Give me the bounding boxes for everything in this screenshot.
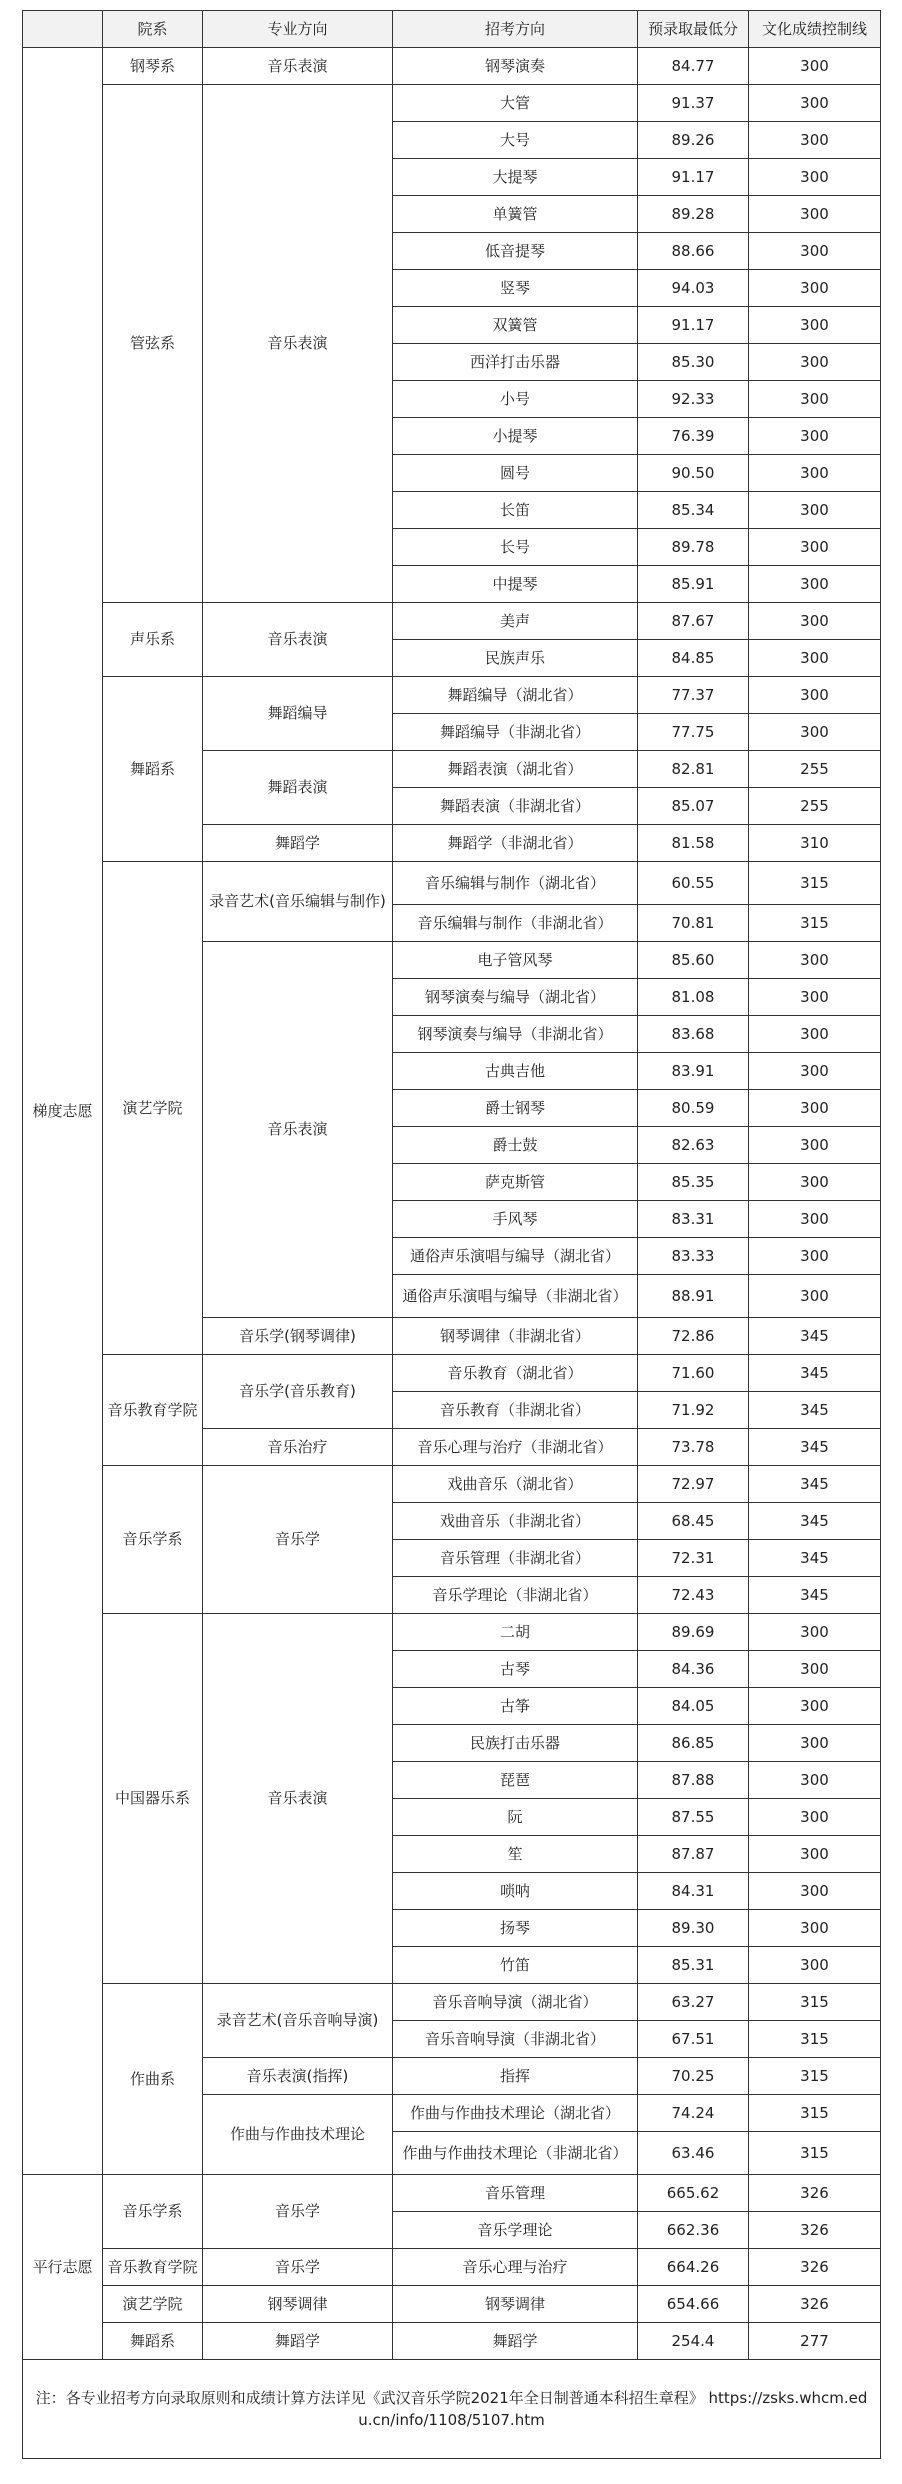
direction-cell: 大号 <box>393 122 638 159</box>
culture-line-cell: 300 <box>749 196 881 233</box>
major-cell: 舞蹈学 <box>203 825 393 862</box>
table-row <box>23 1984 881 2021</box>
culture-line-cell: 315 <box>749 2058 881 2095</box>
direction-cell: 戏曲音乐（非湖北省） <box>393 1503 638 1540</box>
score-cell: 73.78 <box>638 1429 749 1466</box>
major-cell: 音乐学 <box>203 2175 393 2249</box>
major-cell: 录音艺术(音乐编辑与制作) <box>203 862 393 942</box>
dept-cell: 舞蹈系 <box>103 677 203 862</box>
culture-line-cell: 300 <box>749 1836 881 1873</box>
culture-line-cell: 300 <box>749 677 881 714</box>
culture-line-cell: 345 <box>749 1503 881 1540</box>
direction-cell: 小号 <box>393 381 638 418</box>
culture-line-cell: 315 <box>749 1984 881 2021</box>
direction-cell: 古典吉他 <box>393 1053 638 1090</box>
culture-line-cell: 300 <box>749 1275 881 1318</box>
major-cell: 音乐学(钢琴调律) <box>203 1318 393 1355</box>
table-row <box>23 2286 881 2323</box>
score-cell: 82.81 <box>638 751 749 788</box>
score-cell: 83.68 <box>638 1016 749 1053</box>
score-cell: 85.60 <box>638 942 749 979</box>
direction-cell: 指挥 <box>393 2058 638 2095</box>
culture-line-cell: 315 <box>749 862 881 905</box>
culture-line-cell: 300 <box>749 1799 881 1836</box>
direction-cell: 琵琶 <box>393 1762 638 1799</box>
direction-cell: 音乐音响导演（非湖北省） <box>393 2021 638 2058</box>
dept-cell: 音乐学系 <box>103 2175 203 2249</box>
culture-line-cell: 255 <box>749 788 881 825</box>
table-row <box>23 2323 881 2360</box>
score-cell: 662.36 <box>638 2212 749 2249</box>
score-cell: 89.69 <box>638 1614 749 1651</box>
culture-line-cell: 300 <box>749 159 881 196</box>
culture-line-cell: 345 <box>749 1540 881 1577</box>
direction-cell: 音乐心理与治疗 <box>393 2249 638 2286</box>
culture-line-cell: 300 <box>749 455 881 492</box>
culture-line-cell: 300 <box>749 1762 881 1799</box>
major-cell: 音乐表演 <box>203 603 393 677</box>
score-cell: 87.87 <box>638 1836 749 1873</box>
direction-cell: 音乐学理论（非湖北省） <box>393 1577 638 1614</box>
major-cell: 舞蹈表演 <box>203 751 393 825</box>
major-cell: 舞蹈学 <box>203 2323 393 2360</box>
score-cell: 664.26 <box>638 2249 749 2286</box>
table-row <box>23 1614 881 1651</box>
direction-cell: 舞蹈编导（非湖北省） <box>393 714 638 751</box>
major-cell: 舞蹈编导 <box>203 677 393 751</box>
score-cell: 84.36 <box>638 1651 749 1688</box>
admission-score-table <box>22 10 881 2459</box>
score-cell: 85.31 <box>638 1947 749 1984</box>
track-cell: 平行志愿 <box>23 2175 103 2360</box>
direction-cell: 舞蹈编导（湖北省） <box>393 677 638 714</box>
direction-cell: 低音提琴 <box>393 233 638 270</box>
direction-cell: 音乐管理（非湖北省） <box>393 1540 638 1577</box>
header-dept: 院系 <box>103 11 203 48</box>
score-cell: 91.17 <box>638 307 749 344</box>
table-row <box>23 677 881 714</box>
culture-line-cell: 300 <box>749 1651 881 1688</box>
score-cell: 92.33 <box>638 381 749 418</box>
direction-cell: 钢琴调律 <box>393 2286 638 2323</box>
direction-cell: 笙 <box>393 1836 638 1873</box>
score-cell: 74.24 <box>638 2095 749 2132</box>
culture-line-cell: 300 <box>749 270 881 307</box>
header-major: 专业方向 <box>203 11 393 48</box>
dept-cell: 管弦系 <box>103 85 203 603</box>
table-row <box>23 862 881 905</box>
score-cell: 89.28 <box>638 196 749 233</box>
direction-cell: 音乐心理与治疗（非湖北省） <box>393 1429 638 1466</box>
culture-line-cell: 300 <box>749 603 881 640</box>
direction-cell: 音乐教育（非湖北省） <box>393 1392 638 1429</box>
direction-cell: 手风琴 <box>393 1201 638 1238</box>
culture-line-cell: 345 <box>749 1429 881 1466</box>
score-cell: 67.51 <box>638 2021 749 2058</box>
culture-line-cell: 326 <box>749 2249 881 2286</box>
culture-line-cell: 255 <box>749 751 881 788</box>
major-cell: 音乐表演 <box>203 48 393 85</box>
major-cell: 音乐表演 <box>203 942 393 1318</box>
direction-cell: 钢琴调律（非湖北省） <box>393 1318 638 1355</box>
major-cell: 作曲与作曲技术理论 <box>203 2095 393 2175</box>
major-cell: 音乐治疗 <box>203 1429 393 1466</box>
major-cell: 音乐表演(指挥) <box>203 2058 393 2095</box>
direction-cell: 古琴 <box>393 1651 638 1688</box>
culture-line-cell: 300 <box>749 714 881 751</box>
direction-cell: 单簧管 <box>393 196 638 233</box>
score-cell: 85.34 <box>638 492 749 529</box>
direction-cell: 音乐教育（湖北省） <box>393 1355 638 1392</box>
direction-cell: 小提琴 <box>393 418 638 455</box>
major-cell: 音乐学 <box>203 1466 393 1614</box>
culture-line-cell: 300 <box>749 122 881 159</box>
culture-line-cell: 300 <box>749 1164 881 1201</box>
culture-line-cell: 310 <box>749 825 881 862</box>
score-cell: 91.37 <box>638 85 749 122</box>
direction-cell: 音乐编辑与制作（非湖北省） <box>393 905 638 942</box>
dept-cell: 音乐教育学院 <box>103 2249 203 2286</box>
culture-line-cell: 326 <box>749 2212 881 2249</box>
score-cell: 83.31 <box>638 1201 749 1238</box>
score-cell: 88.66 <box>638 233 749 270</box>
score-cell: 87.88 <box>638 1762 749 1799</box>
table-row <box>23 48 881 85</box>
major-cell: 音乐学(音乐教育) <box>203 1355 393 1429</box>
score-cell: 81.08 <box>638 979 749 1016</box>
score-cell: 68.45 <box>638 1503 749 1540</box>
direction-cell: 音乐音响导演（湖北省） <box>393 1984 638 2021</box>
table-body <box>23 11 881 2459</box>
score-cell: 87.67 <box>638 603 749 640</box>
direction-cell: 音乐学理论 <box>393 2212 638 2249</box>
direction-cell: 民族声乐 <box>393 640 638 677</box>
score-cell: 85.07 <box>638 788 749 825</box>
direction-cell: 长笛 <box>393 492 638 529</box>
header-score: 预录取最低分 <box>638 11 749 48</box>
score-cell: 70.81 <box>638 905 749 942</box>
culture-line-cell: 300 <box>749 48 881 85</box>
direction-cell: 西洋打击乐器 <box>393 344 638 381</box>
score-cell: 87.55 <box>638 1799 749 1836</box>
direction-cell: 二胡 <box>393 1614 638 1651</box>
direction-cell: 音乐管理 <box>393 2175 638 2212</box>
culture-line-cell: 300 <box>749 307 881 344</box>
culture-line-cell: 300 <box>749 1238 881 1275</box>
culture-line-cell: 300 <box>749 1688 881 1725</box>
direction-cell: 舞蹈表演（非湖北省） <box>393 788 638 825</box>
table-row <box>23 603 881 640</box>
culture-line-cell: 300 <box>749 529 881 566</box>
score-cell: 83.33 <box>638 1238 749 1275</box>
culture-line-cell: 345 <box>749 1577 881 1614</box>
score-cell: 71.92 <box>638 1392 749 1429</box>
direction-cell: 音乐编辑与制作（湖北省） <box>393 862 638 905</box>
direction-cell: 民族打击乐器 <box>393 1725 638 1762</box>
direction-cell: 作曲与作曲技术理论（非湖北省） <box>393 2132 638 2175</box>
culture-line-cell: 345 <box>749 1466 881 1503</box>
major-cell: 录音艺术(音乐音响导演) <box>203 1984 393 2058</box>
direction-cell: 戏曲音乐（湖北省） <box>393 1466 638 1503</box>
score-cell: 88.91 <box>638 1275 749 1318</box>
score-cell: 665.62 <box>638 2175 749 2212</box>
major-cell: 音乐学 <box>203 2249 393 2286</box>
direction-cell: 唢呐 <box>393 1873 638 1910</box>
table-row <box>23 1466 881 1503</box>
culture-line-cell: 315 <box>749 2021 881 2058</box>
score-cell: 77.37 <box>638 677 749 714</box>
culture-line-cell: 345 <box>749 1392 881 1429</box>
culture-line-cell: 300 <box>749 85 881 122</box>
direction-cell: 中提琴 <box>393 566 638 603</box>
culture-line-cell: 300 <box>749 566 881 603</box>
dept-cell: 舞蹈系 <box>103 2323 203 2360</box>
header-row <box>23 11 881 48</box>
direction-cell: 竖琴 <box>393 270 638 307</box>
culture-line-cell: 300 <box>749 1016 881 1053</box>
score-cell: 90.50 <box>638 455 749 492</box>
direction-cell: 舞蹈学 <box>393 2323 638 2360</box>
table-row <box>23 2175 881 2212</box>
culture-line-cell: 326 <box>749 2286 881 2323</box>
culture-line-cell: 345 <box>749 1355 881 1392</box>
note-row <box>23 2360 881 2459</box>
direction-cell: 作曲与作曲技术理论（湖北省） <box>393 2095 638 2132</box>
score-cell: 60.55 <box>638 862 749 905</box>
culture-line-cell: 300 <box>749 1614 881 1651</box>
culture-line-cell: 300 <box>749 381 881 418</box>
score-cell: 72.43 <box>638 1577 749 1614</box>
score-cell: 85.35 <box>638 1164 749 1201</box>
direction-cell: 圆号 <box>393 455 638 492</box>
culture-line-cell: 300 <box>749 942 881 979</box>
culture-line-cell: 345 <box>749 1318 881 1355</box>
culture-line-cell: 300 <box>749 1201 881 1238</box>
dept-cell: 音乐学系 <box>103 1466 203 1614</box>
culture-line-cell: 300 <box>749 418 881 455</box>
direction-cell: 古筝 <box>393 1688 638 1725</box>
score-cell: 84.31 <box>638 1873 749 1910</box>
culture-line-cell: 300 <box>749 344 881 381</box>
score-cell: 91.17 <box>638 159 749 196</box>
score-cell: 84.85 <box>638 640 749 677</box>
direction-cell: 舞蹈学（非湖北省） <box>393 825 638 862</box>
score-cell: 85.30 <box>638 344 749 381</box>
score-cell: 89.30 <box>638 1910 749 1947</box>
score-cell: 89.26 <box>638 122 749 159</box>
score-cell: 85.91 <box>638 566 749 603</box>
dept-cell: 演艺学院 <box>103 2286 203 2323</box>
direction-cell: 长号 <box>393 529 638 566</box>
major-cell: 音乐表演 <box>203 1614 393 1984</box>
dept-cell: 钢琴系 <box>103 48 203 85</box>
header-culture-line: 文化成绩控制线 <box>749 11 881 48</box>
direction-cell: 舞蹈表演（湖北省） <box>393 751 638 788</box>
dept-cell: 中国器乐系 <box>103 1614 203 1984</box>
score-cell: 81.58 <box>638 825 749 862</box>
culture-line-cell: 300 <box>749 1053 881 1090</box>
score-cell: 72.31 <box>638 1540 749 1577</box>
culture-line-cell: 300 <box>749 640 881 677</box>
dept-cell: 作曲系 <box>103 1984 203 2175</box>
dept-cell: 演艺学院 <box>103 862 203 1355</box>
score-cell: 63.27 <box>638 1984 749 2021</box>
direction-cell: 大提琴 <box>393 159 638 196</box>
score-cell: 77.75 <box>638 714 749 751</box>
culture-line-cell: 300 <box>749 1873 881 1910</box>
culture-line-cell: 300 <box>749 979 881 1016</box>
score-cell: 72.86 <box>638 1318 749 1355</box>
score-cell: 86.85 <box>638 1725 749 1762</box>
header-direction: 招考方向 <box>393 11 638 48</box>
direction-cell: 通俗声乐演唱与编导（湖北省） <box>393 1238 638 1275</box>
dept-cell: 音乐教育学院 <box>103 1355 203 1466</box>
score-cell: 63.46 <box>638 2132 749 2175</box>
culture-line-cell: 315 <box>749 2095 881 2132</box>
direction-cell: 通俗声乐演唱与编导（非湖北省） <box>393 1275 638 1318</box>
score-cell: 89.78 <box>638 529 749 566</box>
score-cell: 80.59 <box>638 1090 749 1127</box>
culture-line-cell: 300 <box>749 492 881 529</box>
admission-score-table-container <box>22 10 880 2459</box>
score-cell: 76.39 <box>638 418 749 455</box>
direction-cell: 扬琴 <box>393 1910 638 1947</box>
direction-cell: 大管 <box>393 85 638 122</box>
culture-line-cell: 315 <box>749 2132 881 2175</box>
score-cell: 84.77 <box>638 48 749 85</box>
direction-cell: 钢琴演奏 <box>393 48 638 85</box>
table-row <box>23 2249 881 2286</box>
score-cell: 654.66 <box>638 2286 749 2323</box>
score-cell: 254.4 <box>638 2323 749 2360</box>
table-row <box>23 1355 881 1392</box>
direction-cell: 爵士鼓 <box>393 1127 638 1164</box>
culture-line-cell: 300 <box>749 1725 881 1762</box>
direction-cell: 钢琴演奏与编导（非湖北省） <box>393 1016 638 1053</box>
culture-line-cell: 326 <box>749 2175 881 2212</box>
direction-cell: 阮 <box>393 1799 638 1836</box>
note-text: 注：各专业招考方向录取原则和成绩计算方法详见《武汉音乐学院2021年全日制普通本科招生章程》 https://zsks.whcm.edu.cn/info/1108/5107.htm <box>23 2360 881 2459</box>
direction-cell: 竹笛 <box>393 1947 638 1984</box>
score-cell: 83.91 <box>638 1053 749 1090</box>
score-cell: 82.63 <box>638 1127 749 1164</box>
score-cell: 72.97 <box>638 1466 749 1503</box>
score-cell: 71.60 <box>638 1355 749 1392</box>
score-cell: 94.03 <box>638 270 749 307</box>
track-cell: 梯度志愿 <box>23 48 103 2175</box>
table-row <box>23 85 881 122</box>
direction-cell: 双簧管 <box>393 307 638 344</box>
culture-line-cell: 315 <box>749 905 881 942</box>
major-cell: 音乐表演 <box>203 85 393 603</box>
direction-cell: 爵士钢琴 <box>393 1090 638 1127</box>
culture-line-cell: 300 <box>749 233 881 270</box>
culture-line-cell: 300 <box>749 1127 881 1164</box>
culture-line-cell: 300 <box>749 1910 881 1947</box>
score-cell: 84.05 <box>638 1688 749 1725</box>
culture-line-cell: 300 <box>749 1947 881 1984</box>
header-track <box>23 11 103 48</box>
direction-cell: 萨克斯管 <box>393 1164 638 1201</box>
score-cell: 70.25 <box>638 2058 749 2095</box>
direction-cell: 钢琴演奏与编导（湖北省） <box>393 979 638 1016</box>
direction-cell: 美声 <box>393 603 638 640</box>
major-cell: 钢琴调律 <box>203 2286 393 2323</box>
culture-line-cell: 277 <box>749 2323 881 2360</box>
dept-cell: 声乐系 <box>103 603 203 677</box>
culture-line-cell: 300 <box>749 1090 881 1127</box>
direction-cell: 电子管风琴 <box>393 942 638 979</box>
